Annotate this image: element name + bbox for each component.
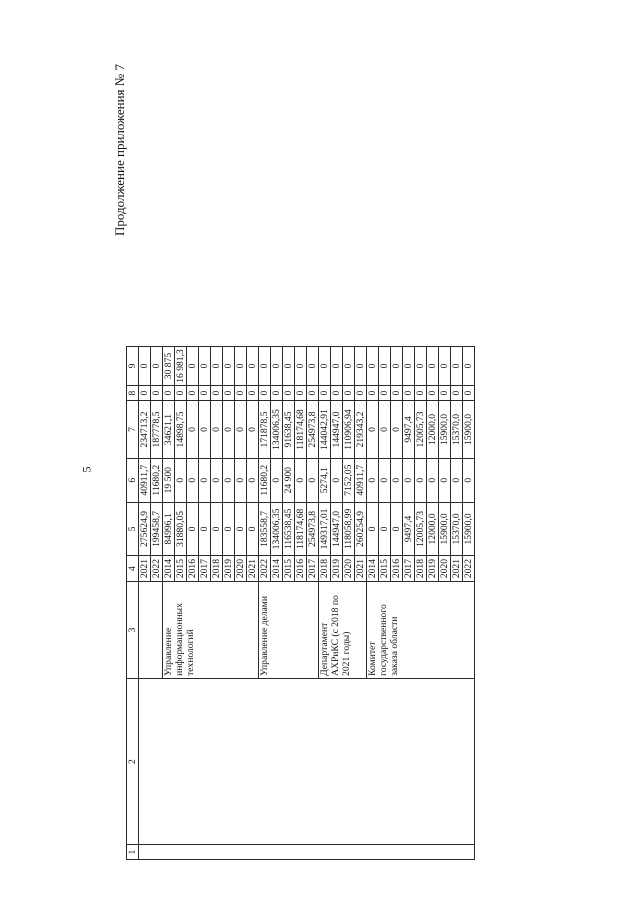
organization-cell [139,581,163,678]
year-cell: 2022 [463,556,475,582]
col8-value-cell: 0 [463,386,475,401]
total-value-cell: 0 [379,502,391,556]
total-value-cell: 0 [187,502,199,556]
year-cell: 2015 [283,556,295,582]
col9-value-cell: 0 [451,347,463,386]
col8-value-cell: 0 [259,386,271,401]
header-cell-5: 5 [127,502,139,556]
col8-value-cell: 0 [283,386,295,401]
year-cell: 2021 [247,556,259,582]
total-value-cell: 260254,9 [355,502,367,556]
col8-value-cell: 0 [331,386,343,401]
col9-value-cell: 0 [439,347,451,386]
header-cell-1: 1 [127,845,139,860]
col7-value-cell: 0 [367,401,379,459]
col6-value-cell: 0 [271,458,283,502]
total-value-cell: 0 [211,502,223,556]
total-value-cell: 149317,01 [319,502,331,556]
col9-value-cell: 0 [379,347,391,386]
total-value-cell: 84996,1 [163,502,175,556]
col8-value-cell: 0 [439,386,451,401]
col6-value-cell: 40911,7 [139,458,151,502]
organization-name: Департамент АХРиКС (с 2018 по 2021 годы) [319,595,352,676]
total-value-cell: 118174,68 [295,502,307,556]
header-cell-8: 8 [127,386,139,401]
col8-value-cell: 0 [307,386,319,401]
col6-value-cell: 11680,2 [151,458,163,502]
col6-value-cell: 0 [463,458,475,502]
col7-value-cell: 234713,2 [139,401,151,459]
col9-value-cell: 0 [319,347,331,386]
year-cell: 2021 [451,556,463,582]
col7-value-cell: 144947,0 [331,401,343,459]
col9-value-cell: 0 [151,347,163,386]
col6-value-cell: 0 [379,458,391,502]
col9-value-cell: 0 [223,347,235,386]
col7-value-cell: 171878,5 [259,401,271,459]
col6-value-cell: 19 500 [163,458,175,502]
col9-value-cell: 30 875 [163,347,175,386]
year-cell: 2016 [187,556,199,582]
col6-value-cell: 0 [415,458,427,502]
col6-value-cell: 7152,05 [343,458,355,502]
col8-value-cell: 0 [391,386,403,401]
col8-value-cell: 0 [151,386,163,401]
table-header-row [127,347,139,860]
col9-value-cell: 0 [139,347,151,386]
total-value-cell: 118058,99 [343,502,355,556]
year-cell: 2018 [319,556,331,582]
col6-value-cell: 0 [367,458,379,502]
total-value-cell: 199458,7 [151,502,163,556]
col6-value-cell: 0 [331,458,343,502]
col8-value-cell: 0 [175,386,187,401]
total-value-cell: 275624,9 [139,502,151,556]
total-value-cell: 183558,7 [259,502,271,556]
total-value-cell: 144947,0 [331,502,343,556]
total-value-cell: 0 [235,502,247,556]
year-cell: 2014 [271,556,283,582]
organization-cell [259,581,319,678]
year-cell: 2019 [331,556,343,582]
header-cell-4: 4 [127,556,139,582]
header-cell-6: 6 [127,458,139,502]
year-cell: 2018 [211,556,223,582]
col7-value-cell: 118174,68 [295,401,307,459]
col8-value-cell: 0 [367,386,379,401]
table-row [139,347,151,860]
col7-value-cell: 0 [235,401,247,459]
col8-value-cell: 0 [271,386,283,401]
col9-value-cell: 0 [463,347,475,386]
col9-value-cell: 0 [403,347,415,386]
header-cell-9: 9 [127,347,139,386]
col8-value-cell: 0 [199,386,211,401]
col7-value-cell: 12005,73 [415,401,427,459]
col8-value-cell: 0 [187,386,199,401]
year-cell: 2017 [403,556,415,582]
year-cell: 2017 [307,556,319,582]
year-cell: 2015 [379,556,391,582]
year-cell: 2016 [295,556,307,582]
organization-cell [367,581,475,678]
col9-value-cell: 0 [199,347,211,386]
col9-value-cell: 0 [259,347,271,386]
col8-value-cell: 0 [343,386,355,401]
col6-value-cell: 0 [391,458,403,502]
col9-value-cell: 0 [415,347,427,386]
col6-value-cell: 0 [247,458,259,502]
col9-value-cell: 0 [247,347,259,386]
col6-value-cell: 0 [295,458,307,502]
total-value-cell: 254973,8 [307,502,319,556]
col7-value-cell: 14898,75 [175,401,187,459]
col7-value-cell: 0 [223,401,235,459]
col6-value-cell: 0 [175,458,187,502]
col9-value-cell: 0 [391,347,403,386]
year-cell: 2020 [235,556,247,582]
year-cell: 2017 [199,556,211,582]
year-cell: 2014 [163,556,175,582]
col7-value-cell: 0 [247,401,259,459]
col9-value-cell: 16 981,3 [175,347,187,386]
header-cell-7: 7 [127,401,139,459]
col8-value-cell: 0 [451,386,463,401]
col8-value-cell: 0 [379,386,391,401]
appendix-caption: Продолжение приложения № 7 [112,64,127,236]
total-value-cell: 31880,05 [175,502,187,556]
total-value-cell: 134006,35 [271,502,283,556]
col6-value-cell: 0 [211,458,223,502]
year-cell: 2022 [151,556,163,582]
page-number: 5 [79,466,94,473]
col9-value-cell: 0 [355,347,367,386]
col6-value-cell: 0 [427,458,439,502]
col7-value-cell: 134006,35 [271,401,283,459]
col6-value-cell: 0 [439,458,451,502]
col6-value-cell: 0 [187,458,199,502]
col6-value-cell: 0 [307,458,319,502]
col7-value-cell: 9497,4 [403,401,415,459]
col7-value-cell: 91638,45 [283,401,295,459]
col6-value-cell: 0 [403,458,415,502]
total-value-cell: 116538,45 [283,502,295,556]
col9-value-cell: 0 [295,347,307,386]
total-value-cell: 0 [391,502,403,556]
year-cell: 2018 [415,556,427,582]
col8-value-cell: 0 [427,386,439,401]
col8-value-cell: 0 [319,386,331,401]
col9-value-cell: 0 [427,347,439,386]
col9-value-cell: 0 [307,347,319,386]
rotated-table-wrapper [126,346,475,860]
col9-value-cell: 0 [331,347,343,386]
total-value-cell: 9497,4 [403,502,415,556]
total-value-cell: 0 [223,502,235,556]
col9-value-cell: 0 [367,347,379,386]
col7-value-cell: 34621,1 [163,401,175,459]
col9-value-cell: 0 [187,347,199,386]
col7-value-cell: 15900,0 [463,401,475,459]
col6-value-cell: 5274,1 [319,458,331,502]
col7-value-cell: 0 [199,401,211,459]
organization-cell [163,581,259,678]
col9-value-cell: 0 [235,347,247,386]
year-cell: 2015 [175,556,187,582]
col7-value-cell: 254973,8 [307,401,319,459]
col6-value-cell: 0 [199,458,211,502]
year-cell: 2021 [139,556,151,582]
organization-name: Комитет государственного заказа области [367,604,400,676]
col6-value-cell: 40911,7 [355,458,367,502]
col8-value-cell: 0 [139,386,151,401]
total-value-cell: 12000,0 [427,502,439,556]
col8-value-cell: 0 [163,386,175,401]
col6-value-cell: 0 [223,458,235,502]
col8-value-cell: 0 [235,386,247,401]
col7-value-cell: 144042,91 [319,401,331,459]
year-cell: 2014 [367,556,379,582]
col7-value-cell: 187778,5 [151,401,163,459]
header-cell-3: 3 [127,581,139,678]
col7-value-cell: 0 [379,401,391,459]
year-cell: 2019 [223,556,235,582]
year-cell: 2021 [355,556,367,582]
col8-value-cell: 0 [403,386,415,401]
year-cell: 2020 [439,556,451,582]
col9-value-cell: 0 [283,347,295,386]
total-value-cell: 12005,73 [415,502,427,556]
col8-value-cell: 0 [355,386,367,401]
year-cell: 2016 [391,556,403,582]
budget-table [126,346,475,860]
col9-value-cell: 0 [211,347,223,386]
col6-value-cell: 0 [235,458,247,502]
col6-value-cell: 0 [451,458,463,502]
col7-value-cell: 12000,0 [427,401,439,459]
year-cell: 2019 [427,556,439,582]
col7-value-cell: 15370,0 [451,401,463,459]
year-cell: 2020 [343,556,355,582]
col7-value-cell: 219343,2 [355,401,367,459]
col1-cell [139,845,475,860]
year-cell: 2022 [259,556,271,582]
col6-value-cell: 24 900 [283,458,295,502]
col8-value-cell: 0 [415,386,427,401]
total-value-cell: 0 [367,502,379,556]
total-value-cell: 15370,0 [451,502,463,556]
col8-value-cell: 0 [295,386,307,401]
col8-value-cell: 0 [247,386,259,401]
total-value-cell: 0 [247,502,259,556]
col7-value-cell: 0 [187,401,199,459]
total-value-cell: 15900,0 [439,502,451,556]
col9-value-cell: 0 [271,347,283,386]
col8-value-cell: 0 [211,386,223,401]
col7-value-cell: 0 [211,401,223,459]
col9-value-cell: 0 [343,347,355,386]
col2-cell [139,678,475,844]
organization-cell [319,581,367,678]
col8-value-cell: 0 [223,386,235,401]
col7-value-cell: 15900,0 [439,401,451,459]
col6-value-cell: 11680,2 [259,458,271,502]
total-value-cell: 15900,0 [463,502,475,556]
col7-value-cell: 0 [391,401,403,459]
col7-value-cell: 110906,94 [343,401,355,459]
total-value-cell: 0 [199,502,211,556]
organization-name: Управление делами [259,596,270,676]
organization-name: Управление информационных технологий [163,603,196,676]
header-cell-2: 2 [127,678,139,844]
